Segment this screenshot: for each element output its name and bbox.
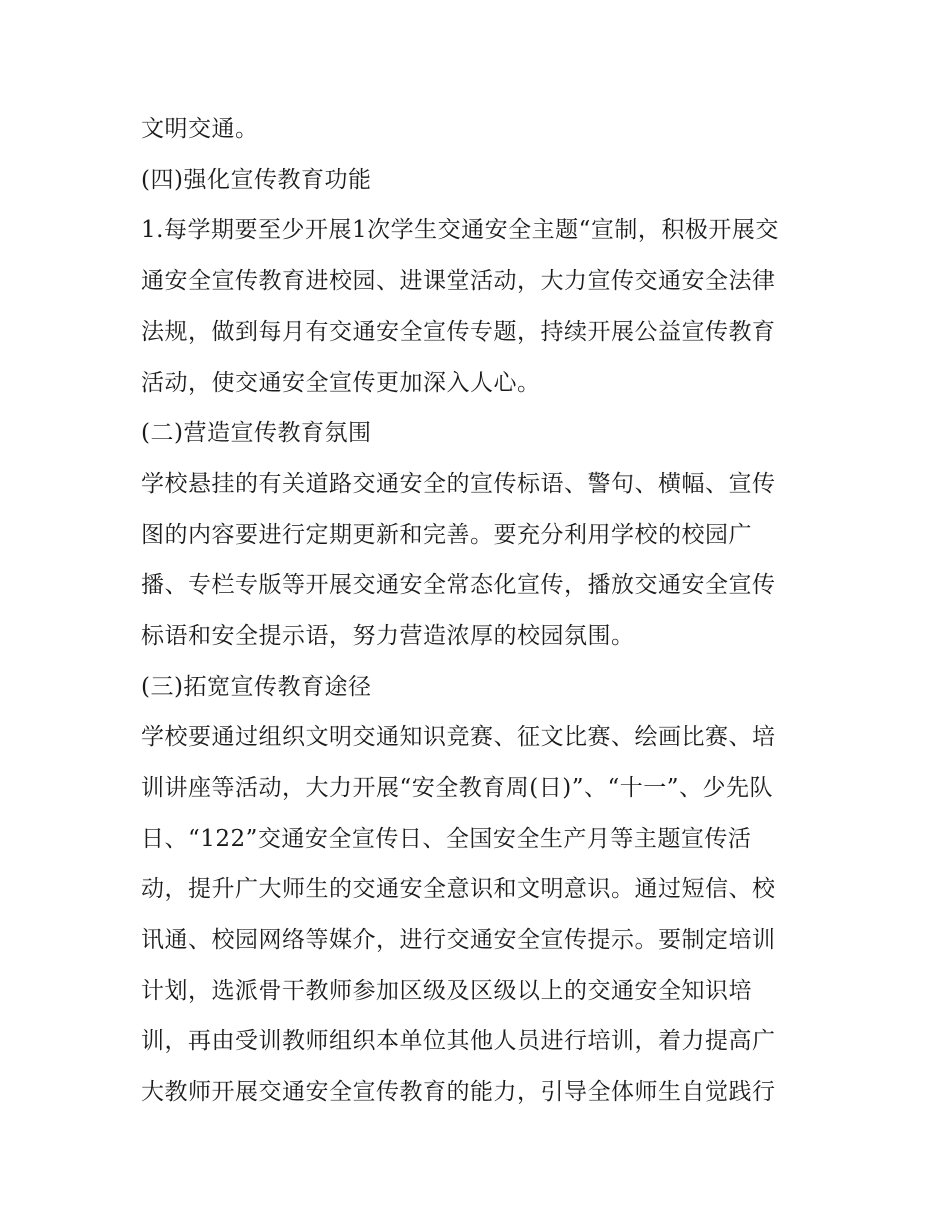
text-line: 法规，做到每月有交通安全宣传专题，持续开展公益宣传教育 — [141, 319, 776, 345]
section-heading: (三)拓宽宣传教育途径 — [141, 674, 372, 700]
text-line: 通安全宣传教育进校园、进课堂活动，大力宣传交通安全法律 — [141, 268, 776, 294]
text-line: 活动，使交通安全宣传更加深入人心。 — [141, 370, 541, 396]
section-heading: (二)营造宣传教育氛围 — [141, 420, 372, 446]
text-line: 1.每学期要至少开展1次学生交通安全主题“宣制，积极开展交 — [141, 217, 779, 243]
text-line: 学校要通过组织文明交通知识竞赛、征文比赛、绘画比赛、培 — [141, 724, 776, 750]
text-line: 标语和安全提示语，努力营造浓厚的校园氛围。 — [141, 623, 635, 649]
section-heading: (四)强化宣传教育功能 — [141, 167, 372, 193]
text-line: 文明交通。 — [141, 116, 259, 142]
text-line: 播、专栏专版等开展交通安全常态化宣传，播放交通安全宣传 — [141, 572, 776, 598]
text-line: 图的内容要进行定期更新和完善。要充分利用学校的校园广 — [141, 522, 752, 548]
text-line: 日、“122”交通安全宣传日、全国安全生产月等主题宣传活 — [141, 826, 752, 852]
text-line: 计划，选派骨干教师参加区级及区级以上的交通安全知识培 — [141, 978, 752, 1004]
text-line: 大教师开展交通安全宣传教育的能力，引导全体师生自觉践行 — [141, 1079, 776, 1105]
text-line: 动，提升广大师生的交通安全意识和文明意识。通过短信、校 — [141, 876, 776, 902]
text-line: 训讲座等活动，大力开展“安全教育周(日)”、“十一”、少先队 — [141, 775, 773, 801]
text-line: 训，再由受训教师组织本单位其他人员进行培训，着力提高广 — [141, 1028, 776, 1054]
text-line: 讯通、校园网络等媒介，进行交通安全宣传提示。要制定培训 — [141, 927, 776, 953]
text-line: 学校悬挂的有关道路交通安全的宣传标语、警句、横幅、宣传 — [141, 471, 776, 497]
